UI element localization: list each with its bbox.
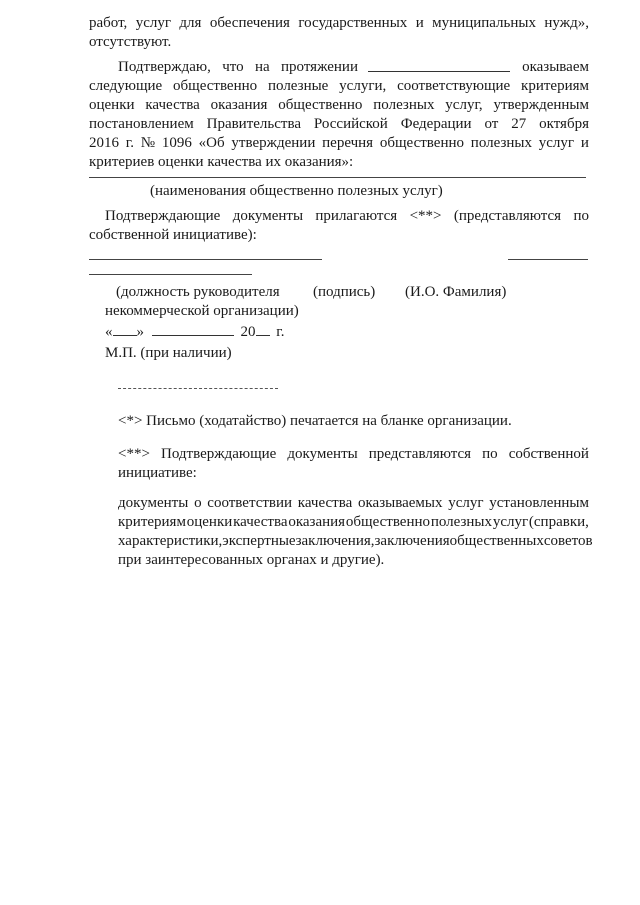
date-line [105,322,284,342]
text-line [105,207,589,226]
text-line: отсутствуют. [89,34,172,50]
date-quote-open: « [105,324,113,340]
word: от [484,116,499,132]
word: полезных [430,514,493,530]
text-line [89,115,589,134]
word: Правительства [206,116,302,132]
word: заключения [374,533,450,549]
documents-blank-line [508,259,588,260]
word: услуг [135,15,171,31]
word: полезных [470,135,532,151]
word: общественных [449,533,544,549]
justified-text [118,532,593,551]
word: и [415,15,424,31]
date-quote-close: » [136,324,144,340]
word: документы [287,446,358,462]
services-blank-line [89,177,586,178]
word: полезные [267,78,329,94]
word: муниципальных [432,15,536,31]
signature-position-caption: (должность руководителя [116,284,280,300]
word: Российской [313,116,388,132]
word: оценки [186,514,233,530]
word: экспертные [222,533,296,549]
word: оказания [288,514,346,530]
stamp-note: М.П. (при наличии) [105,345,232,361]
justified-text [89,77,589,96]
word: общественно [379,135,465,151]
word: государственных [298,15,408,31]
footnote-3: при заинтересованных органах и другие). [118,552,385,568]
footnote-2-continued: инициативе: [118,465,197,481]
word: и [580,135,589,151]
word: Подтверждаю, [118,59,211,75]
justified-text [89,134,589,153]
text-fragment: оказываем [522,59,589,75]
word: документы [232,208,304,224]
word: 1096 [161,135,192,151]
period-intro [118,58,358,77]
word: критериям [118,514,186,530]
word: качества [145,97,200,113]
justified-text [118,445,589,464]
word: 27 [511,116,527,132]
word: общественно [345,514,431,530]
word: (представляются [453,208,562,224]
word: услуг [492,514,529,530]
word: заключения, [295,533,375,549]
word: протяжении [280,59,358,75]
text-line [89,14,589,33]
signature-caption: (подпись) [313,284,376,300]
word: критериям [521,78,589,94]
signature-org-caption: некоммерческой организации) [105,303,299,319]
word: № [140,135,156,151]
word: что [222,59,244,75]
word: по [482,446,498,462]
word: общественно [278,97,363,113]
word: характеристики, [118,533,223,549]
date-month-blank [152,322,234,336]
word: услуг [538,135,575,151]
text-line [89,134,589,153]
word: качества [233,514,288,530]
word: (справки, [528,514,589,530]
word: <**> [409,208,442,224]
footnote-3 [118,494,589,513]
word: 2016 [89,135,119,151]
word: работ, [89,15,128,31]
word: <**> [118,446,150,462]
justified-text [105,207,589,226]
word: соответствии [207,495,293,511]
justified-text [89,115,589,134]
word: для [179,15,202,31]
text-line: критериев оценки качества их оказания»: [89,154,354,170]
word: утвержденным [493,97,589,113]
justified-text [118,513,589,532]
word: следующие [89,78,163,94]
word: прилагаются [315,208,398,224]
word: перечня [322,135,374,151]
text-line [118,58,589,77]
word: «Об [198,135,225,151]
word: услуг, [445,97,483,113]
footnote-2 [118,445,589,464]
word: полезных [373,97,435,113]
date-day-blank [113,322,137,336]
word: советов [543,533,593,549]
footnote-separator [118,388,278,389]
justified-text [118,494,589,513]
period-blank [368,58,510,72]
justified-text [89,96,589,115]
word: оказания [210,97,268,113]
word: о [194,495,202,511]
word: утверждении [231,135,316,151]
text-line [89,77,589,96]
text-line [89,96,589,115]
word: нужд», [544,15,589,31]
field-caption: (наименования общественно полезных услуг) [150,183,443,199]
word: собственной [508,446,589,462]
justified-text [118,58,358,77]
word: соответствующие [397,78,511,94]
word: оказываемых [357,495,443,511]
word: на [254,59,270,75]
word: качества [297,495,353,511]
word: октября [539,116,589,132]
date-suffix: г. [276,324,285,340]
footnote-3 [118,532,593,551]
word: представляются [368,446,472,462]
justified-text [89,14,589,33]
word: Подтверждающие [105,208,221,224]
word: общественно [173,78,258,94]
date-year: 20 [240,324,256,340]
word: установленным [489,495,589,511]
word: услуги, [339,78,387,94]
word: услуг [448,495,484,511]
word: обеспечения [209,15,290,31]
word: Федерации [400,116,472,132]
word: оценки [89,97,135,113]
date-year-blank [256,322,270,336]
footnote-3 [118,513,589,532]
text-line: собственной инициативе): [89,227,257,243]
word: по [573,208,589,224]
signature-name-caption: (И.О. Фамилия) [405,284,507,300]
word: г. [125,135,134,151]
word: Подтверждающие [160,446,277,462]
footnote-1: <*> Письмо (ходатайство) печатается на бланке организации. [118,413,512,429]
documents-blank-line [89,274,252,275]
word: постановлением [89,116,194,132]
word: документы [118,495,189,511]
documents-blank-line [89,259,322,260]
